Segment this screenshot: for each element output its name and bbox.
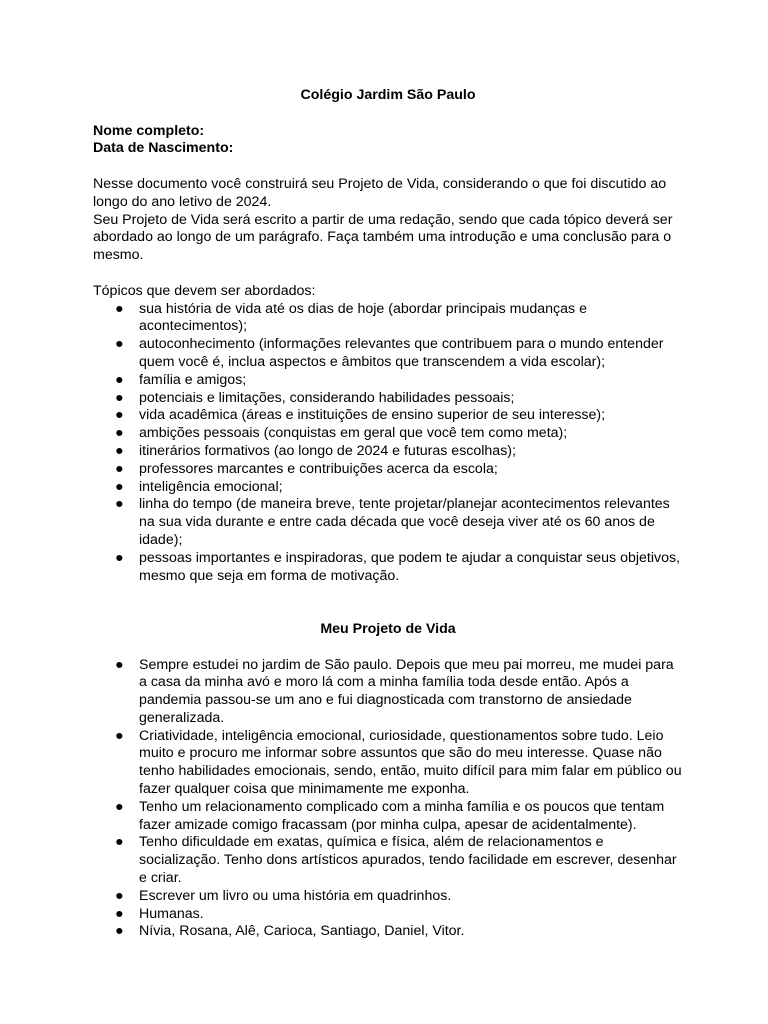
list-item <box>93 834 683 887</box>
list-item <box>93 479 683 497</box>
list-item <box>93 372 683 390</box>
answer-text: Tenho dificuldade em exatas, química e física, além de relacionamentos e socialização. Tenho dons artísticos apurados, tendo facilidade em escrever, desenhar e criar. <box>139 834 677 887</box>
bullet-icon: ● <box>115 371 124 388</box>
bullet-icon: ● <box>115 425 124 442</box>
topic-text: família e amigos; <box>139 371 247 388</box>
project-title: Meu Projeto de Vida <box>320 620 456 637</box>
bullet-icon: ● <box>115 407 124 424</box>
answer-text: Tenho um relacionamento complicado com a minha família e os poucos que tentam fazer amizade comigo fracassam (por minha culpa, apesar de acidentalmente). <box>139 798 665 833</box>
topic-text: itinerários formativos (ao longo de 2024 e futuras escolhas); <box>139 442 516 459</box>
school-title: Colégio Jardim São Paulo <box>300 87 476 103</box>
answer-text: Sempre estudei no jardim de São paulo. Depois que meu pai morreu, me mudei para a casa da minha avó e moro lá com a minha família toda desde então. Após a pandemia passou-se um ano e fui diagnosticada com transtorno de ansiedade generalizada. <box>139 656 674 726</box>
spacer <box>93 265 683 283</box>
bullet-icon: ● <box>115 834 124 851</box>
list-item <box>93 301 683 337</box>
topic-text: autoconhecimento (informações relevantes que contribuem para o mundo entender quem você é, inclua aspectos e âmbitos que transcendem a vida escolar); <box>139 336 664 370</box>
bullet-icon: ● <box>115 905 124 922</box>
list-item <box>93 923 683 941</box>
spacer <box>93 158 683 176</box>
bullet-icon: ● <box>115 389 124 406</box>
answer-text: Humanas. <box>139 905 204 922</box>
answer-text: Criatividade, inteligência emocional, curiosidade, questionamentos sobre tudo. Leio muito e procuro me informar sobre assuntos que são do meu interesse. Quase não tenho habilidades emocionais, sendo, então, muito difícil para mim falar em público ou fazer qualquer coisa que minimamente me exponha. <box>139 727 682 798</box>
bullet-icon: ● <box>115 460 124 477</box>
topics-heading: Tópicos que devem ser abordados: <box>93 282 316 299</box>
answer-text: Nívia, Rosana, Alê, Carioca, Santiago, Daniel, Vitor. <box>139 923 465 940</box>
topic-text: inteligência emocional; <box>139 478 283 495</box>
topic-text: potenciais e limitações, considerando habilidades pessoais; <box>139 389 515 406</box>
bullet-icon: ● <box>115 478 124 495</box>
intro-paragraph-1: Nesse documento você construirá seu Projeto de Vida, considerando o que foi discutido ao longo do ano letivo de 2024. <box>93 175 667 210</box>
bullet-icon: ● <box>115 442 124 459</box>
topic-text: vida acadêmica (áreas e instituições de ensino superior de seu interesse); <box>139 407 606 424</box>
topics-list <box>93 301 683 586</box>
spacer <box>93 639 683 657</box>
intro-paragraph-2: Seu Projeto de Vida será escrito a partir de uma redação, sendo que cada tópico deverá ser abordado ao longo de um parágrafo. Faça também uma introdução e uma conclusão para o mesmo. <box>93 211 673 264</box>
bullet-icon: ● <box>115 727 124 744</box>
list-item <box>93 906 683 924</box>
list-item <box>93 407 683 425</box>
topic-text: ambições pessoais (conquistas em geral que você tem como meta); <box>139 425 568 442</box>
topic-text: linha do tempo (de maneira breve, tente projetar/planejar acontecimentos relevantes na sua vida durante e entre cada década que você deseja viver até os 60 anos de idade); <box>139 496 670 548</box>
list-item <box>93 496 683 549</box>
answer-text: Escrever um livro ou uma história em quadrinhos. <box>139 887 452 904</box>
list-item <box>93 888 683 906</box>
name-label: Nome completo: <box>93 122 205 139</box>
spacer <box>93 585 683 603</box>
list-item <box>93 550 683 586</box>
bullet-icon: ● <box>115 336 124 353</box>
bullet-icon: ● <box>115 923 124 940</box>
list-item <box>93 799 683 835</box>
bullet-icon: ● <box>115 496 124 513</box>
bullet-icon: ● <box>115 300 124 317</box>
list-item <box>93 443 683 461</box>
document-page <box>93 87 683 941</box>
list-item <box>93 728 683 799</box>
answers-list <box>93 657 683 942</box>
list-item <box>93 390 683 408</box>
list-item <box>93 461 683 479</box>
bullet-icon: ● <box>115 549 124 566</box>
topic-text: sua história de vida até os dias de hoje (abordar principais mudanças e acontecimentos); <box>139 300 587 335</box>
list-item <box>93 336 683 372</box>
bullet-icon: ● <box>115 887 124 904</box>
bullet-icon: ● <box>115 656 124 673</box>
spacer <box>93 603 683 621</box>
topic-text: professores marcantes e contribuições acerca da escola; <box>139 460 498 477</box>
spacer <box>93 105 683 123</box>
list-item <box>93 657 683 728</box>
list-item <box>93 425 683 443</box>
topic-text: pessoas importantes e inspiradoras, que podem te ajudar a conquistar seus objetivos, mesmo que seja em forma de motivação. <box>139 549 681 584</box>
bullet-icon: ● <box>115 798 124 815</box>
birth-date-label: Data de Nascimento: <box>93 140 234 157</box>
